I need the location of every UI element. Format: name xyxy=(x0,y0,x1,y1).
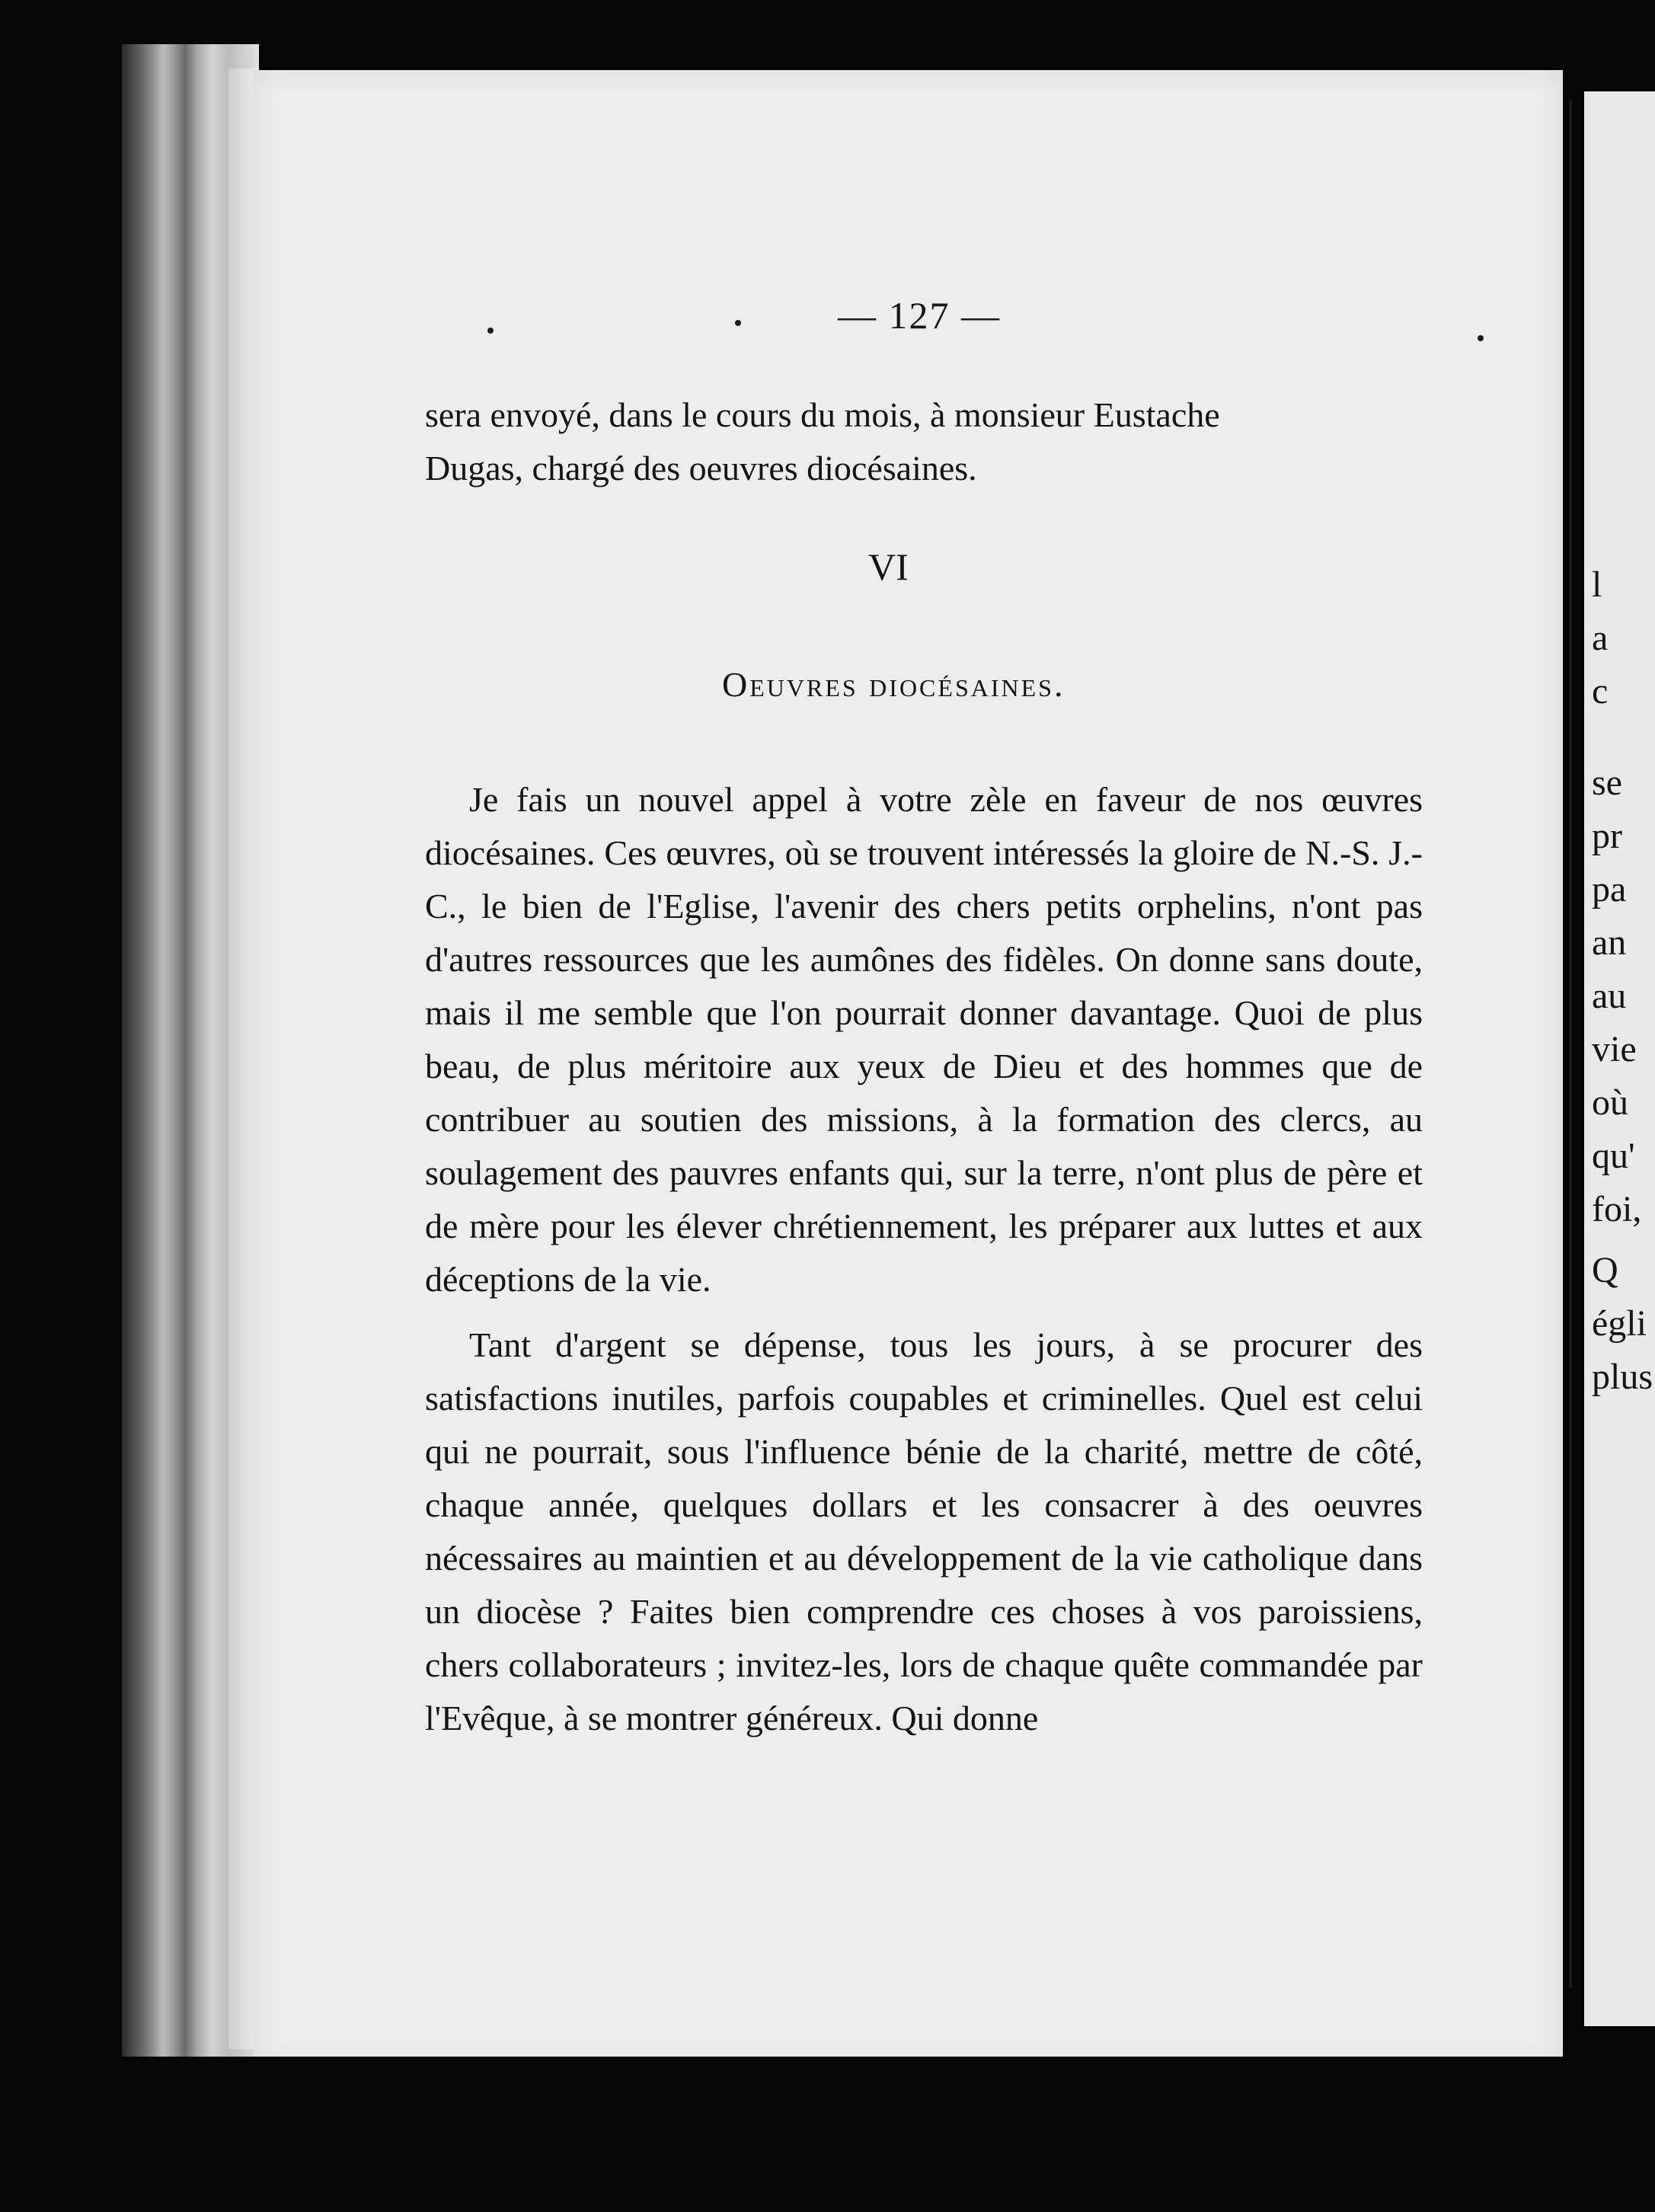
scan-speck xyxy=(735,320,741,326)
facing-fragment: qu' xyxy=(1592,1136,1635,1176)
body-text xyxy=(425,773,1423,1757)
facing-page-fragment xyxy=(1584,91,1655,2026)
section-title: Oeuvres diocésaines. xyxy=(722,665,1066,704)
facing-fragment: c xyxy=(1592,671,1609,711)
facing-fragment: où xyxy=(1592,1082,1628,1123)
facing-fragment: vie xyxy=(1592,1029,1637,1069)
opening-line-2: Dugas, chargé des oeuvres diocésaines. xyxy=(425,449,977,487)
scan-border xyxy=(76,2057,1655,2212)
page-number: — 127 — xyxy=(838,294,1001,337)
facing-fragment: pr xyxy=(1592,816,1622,856)
facing-fragment: au xyxy=(1592,976,1627,1016)
opening-line-1: sera envoyé, dans le cours du mois, à monsieur Eustache xyxy=(425,395,1220,434)
facing-fragment: plus xyxy=(1592,1357,1653,1397)
section-number: VI xyxy=(868,545,909,588)
facing-fragment: se xyxy=(1592,762,1622,803)
scan-speck xyxy=(487,328,494,334)
scan-speck xyxy=(1478,335,1484,341)
facing-fragment: pa xyxy=(1592,869,1627,909)
facing-fragment: an xyxy=(1592,922,1627,963)
facing-fragment: égli xyxy=(1592,1303,1647,1344)
opening-lines xyxy=(425,388,1423,495)
paragraph: Tant d'argent se dépense, tous les jours, à se procurer des satisfactions inutiles, parfois coupables et criminelles. Quel est celui qui ne pourrait, sous l'influence bénie de la charité, mettre de côté, chaque année, quelques dollars et les consacrer à des oeuvres nécessaires au maintien et au développement de la vie catholique dans un diocèse ? Faites bien comprendre ces choses à vos paroissiens, chers collaborateurs ; invitez-les, lors de chaque quête commandée par l'Evêque, à se montrer généreux. Qui donne xyxy=(425,1325,1423,1737)
paragraph: Je fais un nouvel appel à votre zèle en faveur de nos œuvres diocésaines. Ces œuvres, où se trouvent intéressés la gloire de N.-S. J.-C., le bien de l'Eglise, l'avenir des chers petits orphelins, n'ont pas d'autres ressources que les aumônes des fidèles. On donne sans doute, mais il me semble que l'on pourrait donner davantage. Quoi de plus beau, de plus méritoire aux yeux de Dieu et des hommes que de contribuer au soutien des missions, à la formation des clercs, au soulagement des pauvres enfants qui, sur la terre, n'ont plus de père et de mère pour les élever chrétiennement, les préparer aux luttes et aux déceptions de la vie. xyxy=(425,780,1423,1299)
facing-fragment: l xyxy=(1592,564,1602,605)
facing-fragment: foi, xyxy=(1592,1189,1642,1229)
facing-fragment: Q xyxy=(1592,1250,1618,1290)
facing-fragment: a xyxy=(1592,618,1609,658)
page-edge-shadow xyxy=(1569,99,1572,1988)
